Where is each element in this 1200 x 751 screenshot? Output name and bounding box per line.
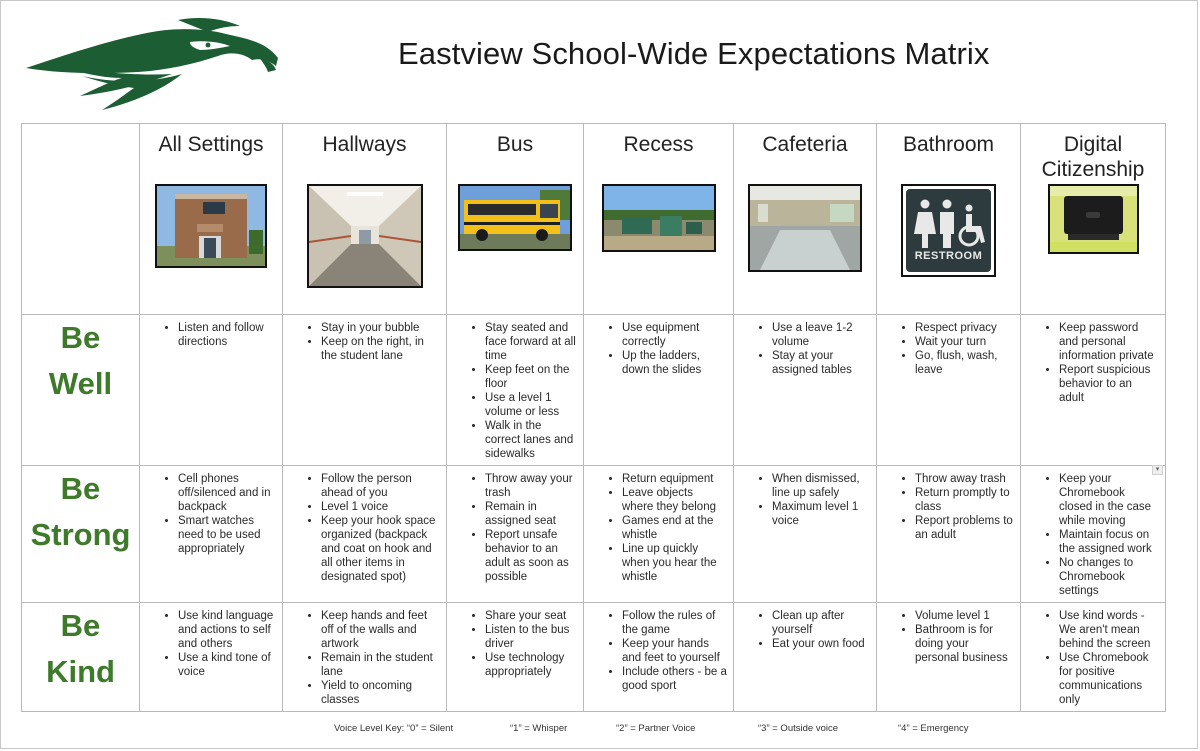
list-item: • Cell phones off/silenced and in backpack: [178, 472, 276, 514]
cell-kind-digital: [1021, 603, 1166, 712]
list-item: • Include others - be a good sport: [622, 665, 727, 693]
cell-kind-bathroom: [877, 603, 1021, 712]
row-label-be-strong: [22, 466, 140, 603]
list-item: • Keep on the right, in the student lane: [321, 335, 440, 363]
list-item: • Use a level 1 volume or less: [485, 391, 577, 419]
cell-well-digital: [1021, 315, 1166, 466]
list-item: • Use technology appropriately: [485, 651, 577, 679]
cell-kind-recess: [584, 603, 734, 712]
cell-kind-cafeteria: [734, 603, 877, 712]
school-building-photo: [155, 184, 267, 268]
list-item: • No changes to Chromebook settings: [1059, 556, 1159, 598]
list-item: • Listen and follow directions: [178, 321, 276, 349]
list-item: • Line up quickly when you hear the whistle: [622, 542, 727, 584]
column-label: Hallways: [322, 133, 407, 156]
list-item: • Eat your own food: [772, 637, 870, 651]
column-label: Bus: [496, 133, 534, 156]
list-item: • Keep password and personal information private: [1059, 321, 1159, 363]
column-label: Recess: [623, 133, 694, 156]
list-item: • Use Chromebook for positive communications only: [1059, 651, 1159, 707]
playground-photo: [602, 184, 716, 252]
list-item: • Use a kind tone of voice: [178, 651, 276, 679]
list-item: • Wait your turn: [915, 335, 1014, 349]
column-label: Cafeteria: [762, 133, 848, 156]
cell-well-bus: [447, 315, 584, 466]
cafeteria-photo: [748, 184, 862, 272]
cell-kind-bus: [447, 603, 584, 712]
column-header-bathroom: [877, 124, 1021, 315]
cell-well-recess: [584, 315, 734, 466]
list-item: • Bathroom is for doing your personal business: [915, 623, 1014, 665]
list-item: • Use kind language and actions to self and others: [178, 609, 276, 651]
expectations-matrix: [21, 123, 1166, 712]
list-item: • Up the ladders, down the slides: [622, 349, 727, 377]
list-item: • Throw away trash: [915, 472, 1014, 486]
hallway-photo: [307, 184, 423, 288]
list-item: • Report problems to an adult: [915, 514, 1014, 542]
row-label-line: Kind: [46, 654, 115, 689]
cell-well-bathroom: [877, 315, 1021, 466]
list-item: • Follow the rules of the game: [622, 609, 727, 637]
cell-strong-recess: [584, 466, 734, 603]
list-item: • Throw away your trash: [485, 472, 577, 500]
list-item: • Respect privacy: [915, 321, 1014, 335]
list-item: • Keep your hands and feet to yourself: [622, 637, 727, 665]
restroom-sign-photo: [901, 184, 996, 277]
list-item: • Return equipment: [622, 472, 727, 486]
list-item: • Maintain focus on the assigned work: [1059, 528, 1159, 556]
list-item: • Remain in assigned seat: [485, 500, 577, 528]
cell-well-cafeteria: [734, 315, 877, 466]
cell-well-hallways: [283, 315, 447, 466]
list-item: • Remain in the student lane: [321, 651, 440, 679]
column-label: Digital Citizenship: [1041, 133, 1145, 181]
row-label-line: Be: [60, 471, 101, 506]
list-item: • Use a leave 1-2 volume: [772, 321, 870, 349]
voice-key-2: “2” = Partner Voice: [616, 723, 696, 734]
row-label-line: Be: [60, 320, 101, 355]
list-item: • Keep feet on the floor: [485, 363, 577, 391]
list-item: • Use equipment correctly: [622, 321, 727, 349]
voice-key-1: “1” = Whisper: [510, 723, 568, 734]
voice-key-3: “3” = Outside voice: [758, 723, 838, 734]
cell-kind-all-settings: [140, 603, 283, 712]
cell-dropdown-button[interactable]: ▾: [1152, 465, 1163, 475]
list-item: • Stay at your assigned tables: [772, 349, 870, 377]
cell-strong-hallways: [283, 466, 447, 603]
page-title: Eastview School-Wide Expectations Matrix: [398, 36, 990, 71]
column-label: All Settings: [158, 133, 264, 156]
list-item: • Yield to oncoming classes: [321, 679, 440, 707]
row-label-line: Well: [48, 366, 113, 401]
list-item: • Report unsafe behavior to an adult as soon as possible: [485, 528, 577, 584]
cell-strong-digital: [1021, 466, 1166, 603]
cell-strong-bathroom: [877, 466, 1021, 603]
column-header-cafeteria: [734, 124, 877, 315]
row-label-be-well: [22, 315, 140, 466]
cell-kind-hallways: [283, 603, 447, 712]
cell-strong-cafeteria: [734, 466, 877, 603]
list-item: • Volume level 1: [915, 609, 1014, 623]
column-header-hallways: [283, 124, 447, 315]
list-item: • Return promptly to class: [915, 486, 1014, 514]
list-item: • Leave objects where they belong: [622, 486, 727, 514]
list-item: • Listen to the bus driver: [485, 623, 577, 651]
list-item: • Clean up after yourself: [772, 609, 870, 637]
cell-strong-all-settings: [140, 466, 283, 603]
cell-well-all-settings: [140, 315, 283, 466]
list-item: • Follow the person ahead of you: [321, 472, 440, 500]
row-label-line: Be: [60, 608, 101, 643]
eagle-logo: [22, 12, 278, 112]
list-item: • Walk in the correct lanes and sidewalks: [485, 419, 577, 461]
list-item: • Keep your Chromebook closed in the case while moving: [1059, 472, 1159, 528]
list-item: • Stay seated and face forward at all time: [485, 321, 577, 363]
restroom-sign-text: RESTROOM: [914, 250, 983, 262]
column-label: Bathroom: [902, 133, 995, 156]
list-item: • Stay in your bubble: [321, 321, 440, 335]
row-label-line: Strong: [30, 517, 131, 552]
list-item: • Report suspicious behavior to an adult: [1059, 363, 1159, 405]
row-label-be-kind: [22, 603, 140, 712]
voice-key-4: “4” = Emergency: [898, 723, 969, 734]
list-item: • Maximum level 1 voice: [772, 500, 870, 528]
cell-strong-bus: [447, 466, 584, 603]
school-bus-photo: [458, 184, 572, 251]
list-item: • When dismissed, line up safely: [772, 472, 870, 500]
column-header-recess: [584, 124, 734, 315]
column-header-bus: [447, 124, 584, 315]
list-item: • Level 1 voice: [321, 500, 440, 514]
column-header-all-settings: [140, 124, 283, 315]
list-item: • Games end at the whistle: [622, 514, 727, 542]
list-item: • Keep your hook space organized (backpack and coat on hook and all other items in designated spot): [321, 514, 440, 584]
corner-cell: [22, 124, 140, 315]
voice-key-0: Voice Level Key: “0” = Silent: [334, 723, 454, 734]
list-item: • Go, flush, wash, leave: [915, 349, 1014, 377]
list-item: • Share your seat: [485, 609, 577, 623]
list-item: • Keep hands and feet off of the walls and artwork: [321, 609, 440, 651]
list-item: • Smart watches need to be used appropriately: [178, 514, 276, 556]
column-header-digital-citizenship: [1021, 124, 1166, 315]
list-item: • Use kind words - We aren't mean behind the screen: [1059, 609, 1159, 651]
chromebook-photo: [1048, 184, 1139, 254]
